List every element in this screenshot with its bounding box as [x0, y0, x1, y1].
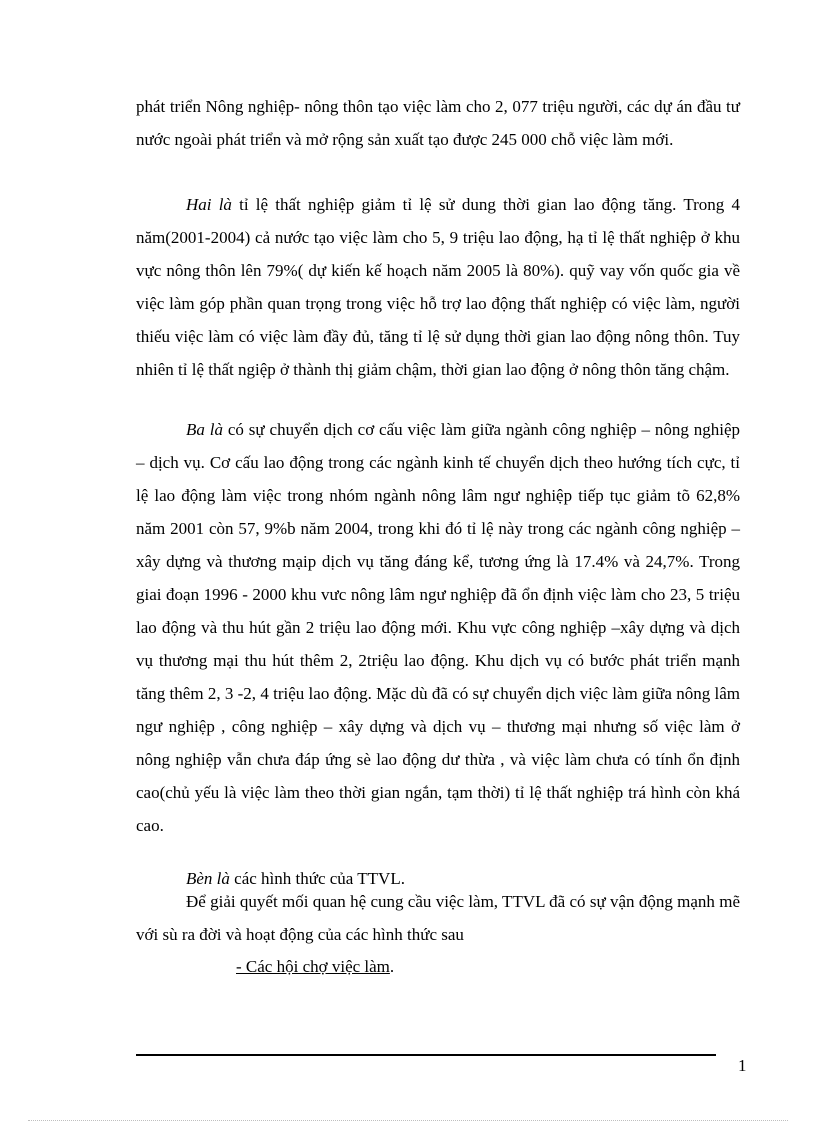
- paragraph-4-text: các hình thức của TTVL.: [229, 869, 405, 888]
- paragraph-3-lead: Ba là: [186, 420, 223, 439]
- section-heading-text: - Các hội chợ việc làm: [236, 957, 390, 976]
- paragraph-3: [136, 413, 740, 842]
- section-heading-suffix: .: [389, 957, 395, 976]
- paragraph-4-lead: Bèn là: [186, 869, 230, 888]
- paragraph-2-text: tỉ lệ thất nghiệp giảm tỉ lệ sử dung thời gian lao động tăng. Trong 4 năm(2001-2004) cả nước tạo việc làm cho 5, 9 triệu lao động, hạ tỉ lệ thất nghiệp ở khu vực nông thôn lên 79%( dự kiến kế hoạch năm 2005 là 80%). quỹ vay vốn quốc gia về việc làm góp phần quan trọng trong việc hỗ trợ lao động thất nghiệp có việc làm, người thiếu việc làm có việc làm đầy đủ, tăng tỉ lệ sử dụng thời gian lao động nông thôn. Tuy nhiên tỉ lệ thất ngiệp ở thành thị giảm chậm, thời gian lao động ở nông thôn tăng chậm.: [136, 195, 740, 379]
- page-bottom-edge: [28, 1120, 788, 1121]
- paragraph-1: phát triển Nông nghiệp- nông thôn tạo việc làm cho 2, 077 triệu người, các dự án đầu tư nước ngoài phát triển và mở rộng sản xuất tạo được 245 000 chỗ việc làm mới.: [136, 97, 740, 149]
- footer-divider: [136, 1054, 716, 1056]
- paragraph-2-lead: Hai là: [186, 195, 232, 214]
- section-heading: [236, 955, 394, 979]
- page-number: 1: [738, 1056, 747, 1075]
- paragraph-5: Để giải quyết mối quan hệ cung cầu việc làm, TTVL đã có sự vận động mạnh mẽ với sù ra đời và hoạt động của các hình thức sau: [136, 892, 740, 944]
- paragraph-2: [136, 188, 740, 386]
- paragraph-3-text: có sự chuyển dịch cơ cấu việc làm giữa ngành công nghiệp – nông nghiệp – dịch vụ. Cơ cấu lao động trong các ngành kinh tế chuyển dịch theo hướng tích cực, tỉ lệ lao động làm việc trong nhóm ngành nông lâm ngư nghiệp tiếp tục giảm tõ 62,8% năm 2001 còn 57, 9%b năm 2004, trong khi đó tỉ lệ này trong các ngành công nghiệp –xây dựng và thương mạip dịch vụ tăng đáng kể, tương ứng là 17.4% và 24,7%. Trong giai đoạn 1996 - 2000 khu vưc nông lâm ngư nghiệp đã ổn định việc làm cho 23, 5 triệu lao động và thu hút gần 2 triệu lao động mới. Khu vực công nghiệp –xây dựng và dịch vụ thương mại thu hút thêm 2, 2triệu lao động. Khu dịch vụ có bước phát triển mạnh tăng thêm 2, 3 -2, 4 triệu lao động. Mặc dù đã có sự chuyển dịch việc làm giữa nông lâm ngư nghiệp , công nghiệp – xây dựng và dịch vụ – thương mại nhưng số việc làm ở nông nghiệp vẫn chưa đáp ứng sè lao động dư thừa , và việc làm chưa có tính ổn định cao(chủ yếu là việc làm theo thời gian ngắn, tạm thời) tỉ lệ thất nghiệp trá hình còn khá cao.: [136, 420, 741, 835]
